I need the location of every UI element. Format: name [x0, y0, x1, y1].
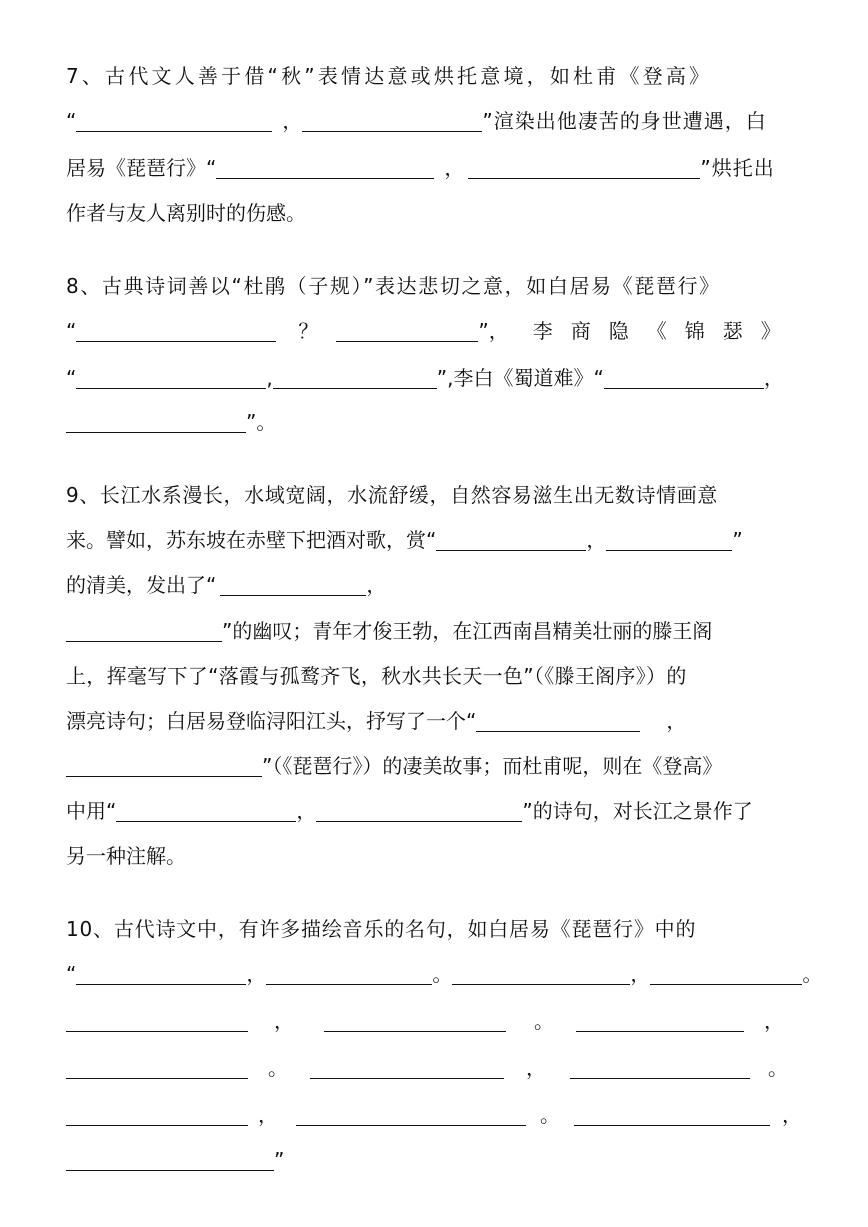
- q8-blank-3[interactable]: [76, 364, 266, 389]
- quote-mark: “: [66, 109, 77, 133]
- q9-prompt: 9、长江水系漫长，水域宽阔，水流舒缓，自然容易滋生出无数诗情画意: [66, 483, 718, 507]
- period: 。: [768, 1056, 788, 1080]
- q10-blank-13[interactable]: [574, 1101, 770, 1126]
- q10-blank-6[interactable]: [324, 1007, 506, 1032]
- q10-line-2: [66, 956, 822, 992]
- q10-line-6: [66, 1142, 284, 1178]
- q10-blank-2[interactable]: [266, 960, 432, 985]
- q7-text-tail: ”渲染出他凄苦的身世遭遇，白: [482, 109, 767, 133]
- q10-line-5: [66, 1097, 802, 1133]
- q7-blank-4[interactable]: [468, 154, 700, 179]
- q8-line-4: [66, 404, 276, 440]
- q9-blank-2[interactable]: [606, 526, 732, 551]
- q9-line-6: [66, 703, 686, 739]
- period: 。: [540, 1103, 560, 1127]
- q9-blank-4[interactable]: [66, 617, 222, 642]
- q10-blank-14[interactable]: [66, 1146, 274, 1171]
- q10-blank-9[interactable]: [310, 1054, 504, 1079]
- comma: ，: [526, 1056, 546, 1080]
- quote-close: ”: [732, 528, 743, 552]
- q7-blank-3[interactable]: [216, 154, 434, 179]
- quote-close: ”: [274, 1148, 285, 1172]
- q9-text: 的清美，发出了“: [66, 573, 217, 597]
- q10-line-4: [66, 1050, 788, 1086]
- q10-line-3: [66, 1003, 784, 1039]
- quote-mark: “: [66, 319, 77, 343]
- quote-mark: “: [66, 366, 77, 390]
- comma: ，: [282, 109, 303, 133]
- q9-line-1: [66, 477, 718, 513]
- comma: ，: [444, 156, 465, 180]
- q9-line-4: [66, 613, 712, 649]
- q8-text-mid-2: ”,李白《蜀道难》“: [436, 366, 604, 390]
- comma: ，: [296, 799, 317, 823]
- q8-blank-4[interactable]: [273, 364, 437, 389]
- q8-line-1: [66, 268, 721, 304]
- q7-text-tail: ”烘托出: [700, 156, 775, 180]
- q9-blank-3[interactable]: [220, 571, 366, 596]
- q7-text-head: 居易《琵琶行》“: [66, 156, 217, 180]
- q8-blank-6[interactable]: [66, 408, 246, 433]
- q10-blank-1[interactable]: [76, 960, 246, 985]
- q9-line-9: [66, 838, 186, 874]
- period: 。: [802, 962, 823, 986]
- q7-line-4: [66, 195, 306, 231]
- q8-blank-2[interactable]: [336, 317, 478, 342]
- comma: ，: [630, 962, 651, 986]
- period: 。: [432, 962, 453, 986]
- q9-text: ”的幽叹；青年才俊王勃，在江西南昌精美壮丽的滕王阁: [222, 619, 713, 643]
- comma: ，: [782, 1103, 802, 1127]
- comma: ，: [258, 1103, 278, 1127]
- comma: ,: [266, 366, 273, 390]
- q9-line-7: [66, 748, 722, 784]
- q10-prompt: 10、古代诗文中，有许多描绘音乐的名句，如白居易《琵琶行》中的: [66, 917, 697, 941]
- q10-blank-5[interactable]: [66, 1007, 248, 1032]
- q10-blank-4[interactable]: [650, 960, 802, 985]
- q8-line-2: [66, 313, 799, 349]
- q9-blank-1[interactable]: [436, 526, 586, 551]
- q9-line-3: [66, 567, 386, 603]
- q10-blank-12[interactable]: [296, 1101, 526, 1126]
- comma: ，: [586, 528, 607, 552]
- q7-line-3: [66, 150, 775, 186]
- q7-prompt: 7、古代文人善于借“秋”表情达意或烘托意境，如杜甫《登高》: [66, 64, 713, 88]
- q7-line-2: [66, 103, 767, 139]
- q9-line-8: [66, 793, 753, 829]
- period: 。: [534, 1009, 554, 1033]
- q10-blank-3[interactable]: [452, 960, 630, 985]
- comma: ，: [274, 1009, 294, 1033]
- q9-text: 另一种注解。: [66, 844, 186, 868]
- q9-line-2: [66, 522, 743, 558]
- q9-blank-8[interactable]: [316, 797, 522, 822]
- q9-line-5: [66, 658, 687, 694]
- q8-text-mid: 李商隐《锦瑟》: [532, 319, 799, 343]
- q9-text: 中用“: [66, 799, 117, 823]
- q10-blank-10[interactable]: [570, 1054, 750, 1079]
- quote-close: ”，: [478, 319, 509, 343]
- q7-blank-1[interactable]: [76, 107, 272, 132]
- q8-blank-5[interactable]: [604, 364, 764, 389]
- q8-blank-1[interactable]: [76, 317, 276, 342]
- comma: ，: [764, 1009, 784, 1033]
- q10-line-1: [66, 911, 696, 947]
- q9-text: ”（《琵琶行》）的凄美故事；而杜甫呢，则在《登高》: [262, 754, 723, 778]
- comma: ，: [666, 709, 687, 733]
- period: 。: [268, 1056, 288, 1080]
- q7-line-1: [66, 58, 712, 94]
- comma: ，: [763, 366, 784, 390]
- quote-mark: “: [66, 962, 77, 986]
- q9-text: 上，挥毫写下了“落霞与孤鹜齐飞，秋水共长天一色”（《滕王阁序》）的: [66, 664, 687, 688]
- comma: ，: [366, 573, 387, 597]
- q9-text: ”的诗句，对长江之景作了: [522, 799, 753, 823]
- q9-blank-5[interactable]: [476, 707, 640, 732]
- q8-prompt: 8、古典诗词善以“杜鹃（子规）”表达悲切之意，如白居易《琵琶行》: [66, 274, 721, 298]
- comma: ，: [246, 962, 267, 986]
- q9-blank-6[interactable]: [66, 752, 262, 777]
- question-mark: ？: [298, 319, 319, 343]
- q9-text: 来。譬如，苏东坡在赤壁下把酒对歌，赏“: [66, 528, 437, 552]
- q7-blank-2[interactable]: [302, 107, 482, 132]
- q8-line-3: [66, 360, 784, 396]
- quote-close: ”。: [246, 410, 277, 434]
- q9-blank-7[interactable]: [116, 797, 296, 822]
- q10-blank-11[interactable]: [66, 1101, 248, 1126]
- q10-blank-7[interactable]: [576, 1007, 744, 1032]
- q7-text-end: 作者与友人离别时的伤感。: [66, 201, 306, 225]
- q9-text: 漂亮诗句；白居易登临浔阳江头，抒写了一个“: [66, 709, 477, 733]
- q10-blank-8[interactable]: [66, 1054, 248, 1079]
